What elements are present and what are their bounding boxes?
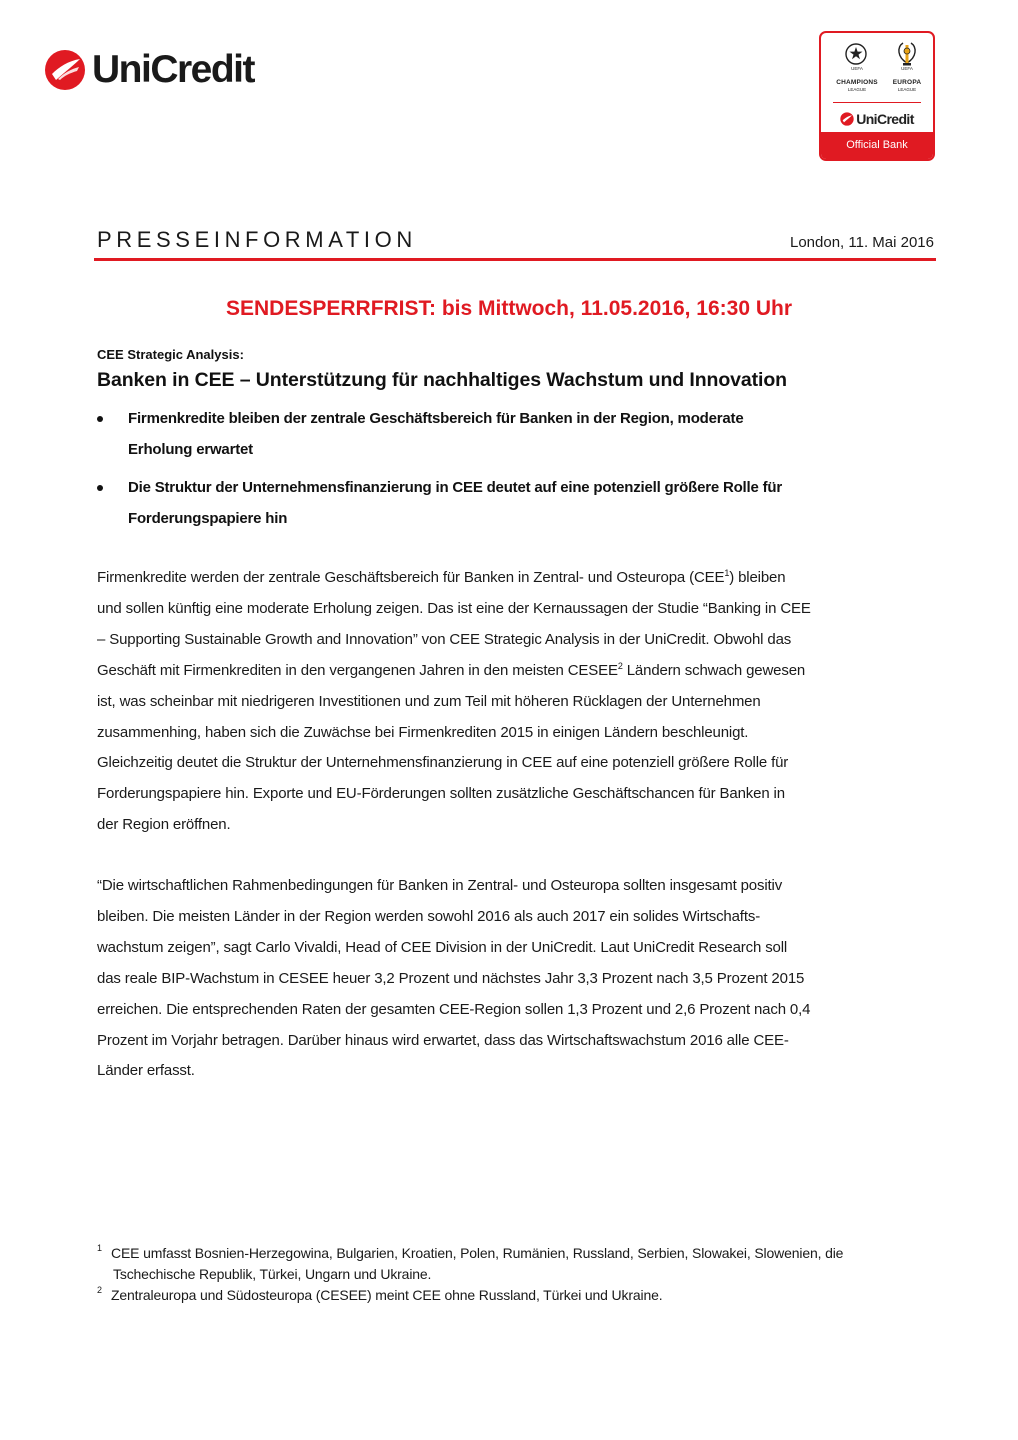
badge-divider [833, 102, 921, 103]
unicredit-small-logo-icon [840, 112, 854, 126]
uefa-label-1: UEFA [851, 66, 863, 71]
unicredit-logo-icon [44, 49, 86, 91]
key-points [97, 403, 857, 541]
footnote-ref-2[interactable]: 2 [617, 660, 623, 671]
footnote-ref-1[interactable]: 1 [724, 568, 730, 578]
key-point: Die Struktur der Unternehmensfinanzierung in CEE deutet auf eine potenziell größere Rolle für Forderungspapiere hin [97, 472, 857, 534]
bullet-icon [97, 416, 103, 422]
key-point: Firmenkredite bleiben der zentrale Geschäftsbereich für Banken in der Region, moderate Erholung erwartet [97, 403, 857, 465]
footnote-2: 2 Zentraleuropa und Südosteuropa (CESEE) meint CEE ohne Russland, Türkei und Ukraine. [97, 1285, 937, 1306]
badge-brand-text: UniCredit [856, 111, 914, 127]
footnote-1: 1 CEE umfasst Bosnien-Herzegowina, Bulgarien, Kroatien, Polen, Rumänien, Russland, Serbien, Slowakei, Slowenien, die Tschechische Republik, Türkei, Ungarn und Ukraine. [97, 1243, 937, 1285]
bullet-icon [97, 485, 103, 491]
headline: Banken in CEE – Unterstützung für nachhaltiges Wachstum und Innovation [97, 369, 787, 391]
champions-league-sub: LEAGUE [847, 87, 867, 92]
kicker: CEE Strategic Analysis: [97, 347, 244, 362]
badge-brand [821, 108, 933, 130]
body-paragraph-2: “Die wirtschaftlichen Rahmenbedingungen für Banken in Zentral- und Osteuropa sollten insgesamt positiv bleiben. Die meisten Länder in der Region werden sowohl 2016 als auch 2017 ein solides Wirtschafts- wachstum zeigen”, sagt Carlo Vivaldi, Head of CEE Division in der UniCredit. Laut UniCredit Research soll das reale BIP-Wachstum in CESEE heuer 3,2 Prozent und nächstes Jahr 3,3 Prozent nach 3,5 Prozent 2015 erreichen. Die entsprechenden Raten der gesamten CEE-Region sollen 1,3 Prozent und 2,6 Prozent nach 0,4 Prozent im Vorjahr betragen. Darüber hinaus wird erwartet, dass das Wirtschaftswachstum 2016 alle CEE- Länder erfasst. [97, 877, 811, 1080]
header-divider [94, 258, 936, 261]
footnote-mark: 1 [97, 1243, 102, 1253]
unicredit-logo-text: UniCredit [92, 48, 254, 91]
europa-league-sub: LEAGUE [897, 87, 917, 92]
embargo-notice: SENDESPERRFRIST: bis Mittwoch, 11.05.2016, 16:30 Uhr [225, 297, 792, 320]
champions-league-starball-icon [846, 44, 866, 64]
body-paragraph-1: Firmenkredite werden der zentrale Geschäftsbereich für Banken in Zentral- und Osteuropa (CEE$^1$) bleiben und sollen künftig eine moderate Erholung zeigen. Das ist eine der Kernaussagen der Studie “Banking in CEE – Supporting Sustainable Growth and Innovation” von CEE Strategic Analysis in der UniCredit. Obwohl das Geschäft mit Firmenkrediten in den vergangenen Jahren in den meisten CESEE$^2$ Ländern schwach gewesen ist, was scheinbar mit niedrigeren Investitionen und zum Teil mit höheren Rücklagen der Unternehmen zusammenhing, haben sich die Zuwächse bei Firmenkrediten 2015 in einigen Ländern beschleunigt. Gleichzeitig deutet die Struktur der Unternehmensfinanzierung in CEE auf eine potenziell größere Rolle für Forderungspapiere hin. Exporte und EU-Förderungen sollten zusätzliche Geschäftschancen für Banken in der Region eröffnen. [97, 568, 811, 834]
europa-league-trophy-icon [899, 43, 915, 66]
champions-league-name: CHAMPIONS [836, 79, 878, 86]
uefa-label-2: UEFA [901, 66, 913, 71]
unicredit-logo [44, 48, 254, 92]
document-title: PRESSEINFORMATION [97, 227, 417, 252]
europa-league-name: EUROPA [892, 79, 922, 86]
badge-footer-label: Official Bank [821, 132, 933, 159]
footnotes [97, 1243, 937, 1306]
document-date: London, 11. Mai 2016 [789, 234, 934, 251]
footnote-mark: 2 [97, 1285, 102, 1295]
official-bank-badge [819, 31, 935, 161]
